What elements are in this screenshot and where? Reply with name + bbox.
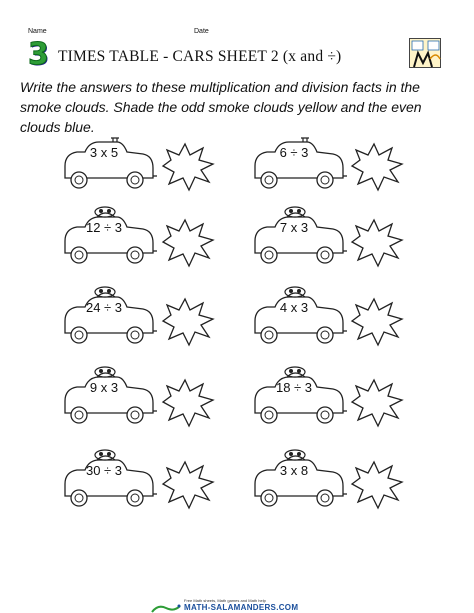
smoke-cloud-shape xyxy=(346,218,404,268)
smoke-cloud-answer-6[interactable] xyxy=(346,297,404,347)
smoke-cloud-shape xyxy=(157,378,215,428)
smoke-cloud-answer-8[interactable] xyxy=(346,378,404,428)
car-fact-label: 3 x 8 xyxy=(279,463,309,478)
smoke-cloud-answer-1[interactable] xyxy=(157,142,215,192)
car-fact-label: 18 ÷ 3 xyxy=(275,380,313,395)
car-fact-label: 3 x 5 xyxy=(89,145,119,160)
car-fact-label: 6 ÷ 3 xyxy=(279,145,309,160)
big-three-number: 3 xyxy=(28,37,49,72)
footer-site-link[interactable]: MATH-SALAMANDERS.COM xyxy=(184,603,299,612)
smoke-cloud-shape xyxy=(346,460,404,510)
smoke-cloud-answer-2[interactable] xyxy=(346,142,404,192)
car-fact-label: 12 ÷ 3 xyxy=(85,220,123,235)
footer-salamander-icon xyxy=(150,601,182,613)
footer-tagline: Free Math sheets, Math games and Math help xyxy=(184,598,266,603)
instructions-text: Write the answers to these multiplication and division facts in the smoke clouds. Shade the odd smoke clouds yellow and the even clouds blue. xyxy=(20,79,422,135)
smoke-cloud-answer-3[interactable] xyxy=(157,218,215,268)
smoke-cloud-answer-5[interactable] xyxy=(157,297,215,347)
smoke-cloud-shape xyxy=(157,142,215,192)
smoke-cloud-answer-7[interactable] xyxy=(157,378,215,428)
car-fact-label: 4 x 3 xyxy=(279,300,309,315)
car-fact-label: 30 ÷ 3 xyxy=(85,463,123,478)
smoke-cloud-shape xyxy=(346,142,404,192)
smoke-cloud-shape xyxy=(346,297,404,347)
worksheet-title: TIMES TABLE - CARS SHEET 2 (x and ÷) xyxy=(58,48,342,65)
car-fact-label: 9 x 3 xyxy=(89,380,119,395)
smoke-cloud-shape xyxy=(157,460,215,510)
name-label: Name xyxy=(28,28,47,35)
smoke-cloud-answer-10[interactable] xyxy=(346,460,404,510)
car-fact-label: 7 x 3 xyxy=(279,220,309,235)
salamander-logo xyxy=(409,38,441,68)
smoke-cloud-shape xyxy=(346,378,404,428)
smoke-cloud-answer-4[interactable] xyxy=(346,218,404,268)
date-label: Date xyxy=(194,28,209,35)
smoke-cloud-answer-9[interactable] xyxy=(157,460,215,510)
car-fact-label: 24 ÷ 3 xyxy=(85,300,123,315)
smoke-cloud-shape xyxy=(157,297,215,347)
smoke-cloud-shape xyxy=(157,218,215,268)
